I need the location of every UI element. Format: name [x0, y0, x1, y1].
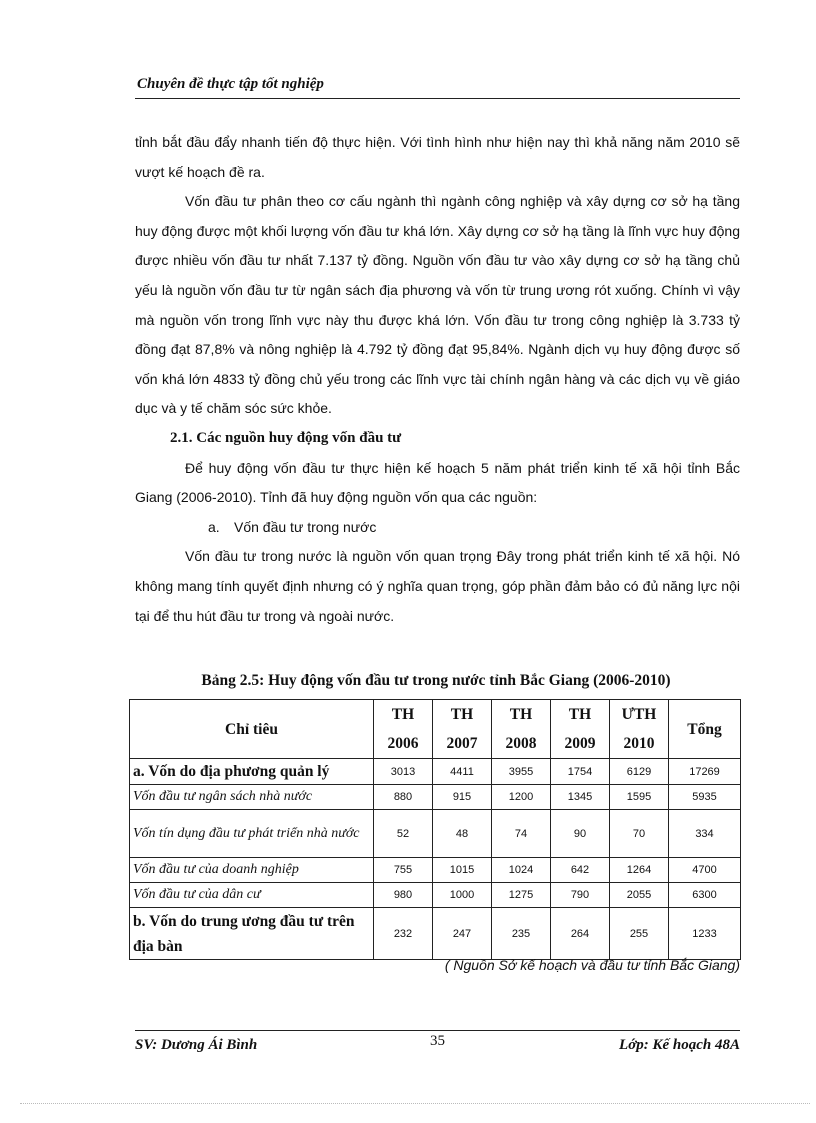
cell-value: 3955	[492, 759, 551, 785]
table-source-note: ( Nguồn Sở kế hoạch và đầu tư tỉnh Bắc Giang)	[444, 957, 740, 973]
row-label: Vốn đầu tư ngân sách nhà nước	[130, 785, 374, 810]
cell-value: 1233	[669, 908, 741, 960]
paragraph-3: Để huy động vốn đầu tư thực hiện kế hoạch 5 năm phát triển kinh tế xã hội tỉnh Bắc Giang (2006-2010). Tỉnh đã huy động nguồn vốn qua các nguồn:	[135, 459, 740, 506]
cell-value: 4411	[433, 759, 492, 785]
row-label: Vốn đầu tư của dân cư	[130, 883, 374, 908]
header-cell: TH 2006	[374, 700, 433, 759]
sub-heading-marker: a.	[208, 518, 220, 535]
paragraph-2: Vốn đầu tư phân theo cơ cấu ngành thì ngành công nghiệp và xây dựng cơ sở hạ tầng huy động được một khối lượng vốn đầu tư khá lớn. Xây dựng cơ sở hạ tầng là lĩnh vực huy động được nhiều vốn đầu tư nhất 7.137 tỷ đồng. Nguồn vốn đầu tư vào xây dựng cơ sở hạ tầng chủ yếu là nguồn vốn đầu tư từ ngân sách địa phương và vốn từ trung ương rót xuống. Chính vì vậy mà nguồn vốn trong lĩnh vực này thu được khá lớn. Vốn đầu tư trong công nghiệp là 3.733 tỷ đồng đạt 87,8% và nông nghiệp là 4.792 tỷ đồng đạt 95,84%. Ngành dịch vụ huy động được số vốn khá lớn 4833 tỷ đồng chủ yếu trong các lĩnh vực tài chính ngân hàng và các dịch vụ về giáo dục và y tế chăm sóc sức khỏe.	[135, 193, 740, 417]
cell-value: 70	[610, 810, 669, 858]
cell-value: 2055	[610, 883, 669, 908]
cell-value: 1000	[433, 883, 492, 908]
cell-value: 1264	[610, 858, 669, 883]
row-label: a. Vốn do địa phương quản lý	[130, 759, 374, 785]
footer-student: SV: Dương Ái Bình	[135, 1037, 258, 1053]
cell-value: 6129	[610, 759, 669, 785]
sub-heading-text: Vốn đầu tư trong nước	[234, 518, 377, 535]
cell-value: 1024	[492, 858, 551, 883]
page-header	[135, 74, 740, 99]
cell-value: 880	[374, 785, 433, 810]
cell-value: 3013	[374, 759, 433, 785]
row-label: Vốn đầu tư của doanh nghiệp	[130, 858, 374, 883]
footer-class: Lớp: Kế hoạch 48A	[619, 1037, 740, 1053]
page-number: 35	[430, 1033, 445, 1049]
cell-value: 235	[492, 908, 551, 960]
cell-value: 4700	[669, 858, 741, 883]
cell-value: 6300	[669, 883, 741, 908]
section-heading: 2.1. Các nguồn huy động vốn đầu tư	[170, 429, 402, 446]
cell-value: 52	[374, 810, 433, 858]
header-title: Chuyên đề thực tập tốt nghiệp	[137, 76, 324, 92]
paragraph-4: Vốn đầu tư trong nước là nguồn vốn quan trọng Đây trong phát triển kinh tế xã hội. Nó không mang tính quyết định nhưng có ý nghĩa quan trọng, góp phần đảm bảo có đủ năng lực nội tại để thu hút đầu tư trong và ngoài nước.	[135, 548, 740, 624]
row-label: Vốn tín dụng đầu tư phát triển nhà nước	[130, 810, 374, 858]
cell-value: 915	[433, 785, 492, 810]
cell-value: 1275	[492, 883, 551, 908]
row-label: b. Vốn do trung ương đầu tư trên địa bàn	[130, 908, 374, 960]
header-cell: Chỉ tiêu	[130, 700, 374, 759]
cell-value: 1200	[492, 785, 551, 810]
cell-value: 232	[374, 908, 433, 960]
table-caption: Bảng 2.5: Huy động vốn đầu tư trong nước tỉnh Bắc Giang (2006-2010)	[201, 672, 671, 689]
cell-value: 264	[551, 908, 610, 960]
cell-value: 74	[492, 810, 551, 858]
table-row	[130, 810, 741, 858]
paragraph-1: tỉnh bắt đầu đẩy nhanh tiến độ thực hiện. Với tình hình như hiện nay thì khả năng năm 2010 sẽ vượt kế hoạch đề ra.	[135, 134, 740, 180]
header-cell: Tổng	[669, 700, 741, 759]
header-cell: TH 2008	[492, 700, 551, 759]
investment-table	[129, 699, 741, 960]
table-row	[130, 883, 741, 908]
cell-value: 247	[433, 908, 492, 960]
header-cell: ƯTH 2010	[610, 700, 669, 759]
body-text	[135, 128, 740, 631]
cell-value: 642	[551, 858, 610, 883]
cell-value: 17269	[669, 759, 741, 785]
table-row	[130, 759, 741, 785]
cell-value: 1595	[610, 785, 669, 810]
page-footer	[135, 1030, 740, 1055]
page-edge-divider	[20, 1103, 810, 1104]
sub-heading	[135, 513, 740, 543]
cell-value: 1754	[551, 759, 610, 785]
cell-value: 5935	[669, 785, 741, 810]
cell-value: 980	[374, 883, 433, 908]
cell-value: 790	[551, 883, 610, 908]
table-row	[130, 908, 741, 960]
table-row	[130, 785, 741, 810]
cell-value: 1015	[433, 858, 492, 883]
cell-value: 255	[610, 908, 669, 960]
header-cell: TH 2007	[433, 700, 492, 759]
cell-value: 90	[551, 810, 610, 858]
header-cell: TH 2009	[551, 700, 610, 759]
table-header-row	[130, 700, 741, 759]
cell-value: 755	[374, 858, 433, 883]
cell-value: 48	[433, 810, 492, 858]
cell-value: 334	[669, 810, 741, 858]
table-row	[130, 858, 741, 883]
cell-value: 1345	[551, 785, 610, 810]
